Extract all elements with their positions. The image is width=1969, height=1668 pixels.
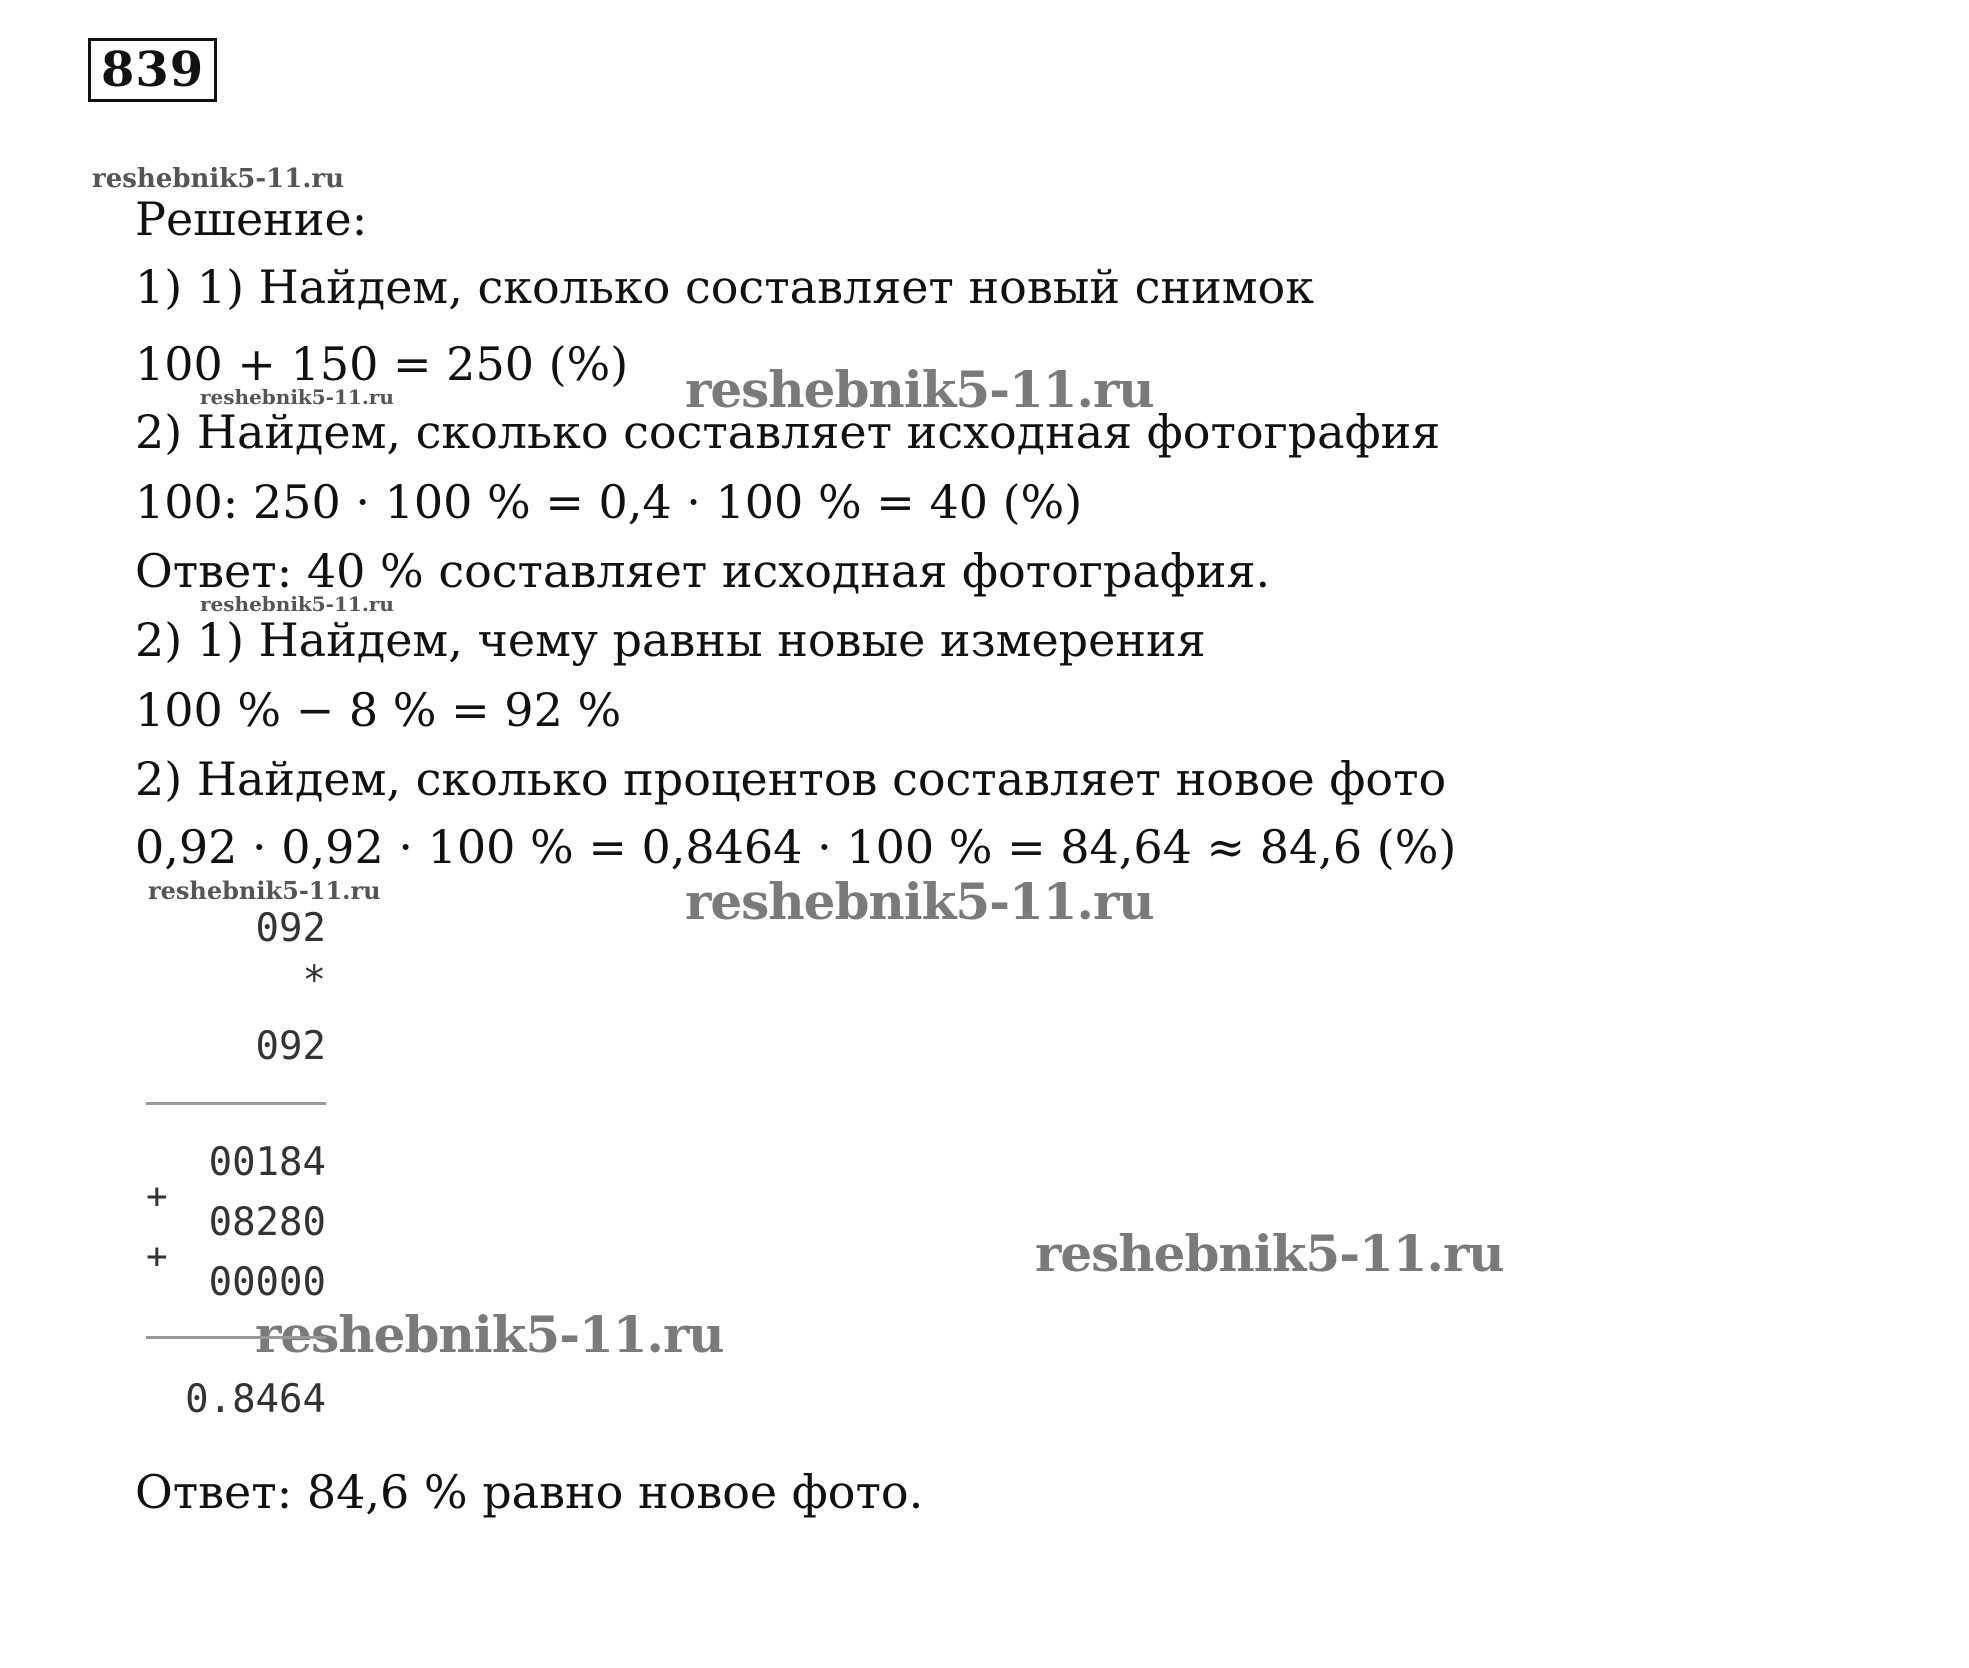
watermark: reshebnik5-11.ru: [148, 876, 381, 905]
plus-sign: +: [146, 1236, 168, 1277]
solution-heading: Решение:: [135, 192, 368, 246]
multiplication-rule: [146, 1102, 326, 1105]
multiplication-factor-1: 092: [255, 906, 326, 951]
problem-number: 839: [88, 38, 217, 102]
solution-line: 1) 1) Найдем, сколько составляет новый снимок: [135, 260, 1314, 314]
solution-line: 0,92 · 0,92 · 100 % = 0,8464 · 100 % = 84,64 ≈ 84,6 (%): [135, 820, 1457, 874]
watermark: reshebnik5-11.ru: [92, 164, 345, 194]
solution-line: Ответ: 40 % составляет исходная фотография.: [135, 544, 1271, 598]
multiplication-result: 0.8464: [185, 1377, 326, 1422]
multiplication-operator: *: [302, 958, 326, 1003]
solution-line: 2) Найдем, сколько процентов составляет новое фото: [135, 752, 1447, 806]
partial-product: 00184: [208, 1140, 326, 1185]
solution-line: 2) 1) Найдем, чему равны новые измерения: [135, 613, 1206, 667]
solution-line: 100: 250 · 100 % = 0,4 · 100 % = 40 (%): [135, 475, 1083, 529]
watermark: reshebnik5-11.ru: [255, 1305, 724, 1364]
solution-line: 2) Найдем, сколько составляет исходная фотография: [135, 405, 1441, 459]
watermark: reshebnik5-11.ru: [685, 360, 1154, 419]
multiplication-rule: [146, 1336, 326, 1339]
multiplication-factor-2: 092: [255, 1024, 326, 1069]
watermark: reshebnik5-11.ru: [1035, 1224, 1504, 1283]
partial-product: 08280: [208, 1200, 326, 1245]
watermark: reshebnik5-11.ru: [685, 872, 1154, 931]
plus-sign: +: [146, 1176, 168, 1217]
watermark: reshebnik5-11.ru: [200, 385, 394, 409]
solution-line: 100 % − 8 % = 92 %: [135, 683, 622, 737]
solution-line: 100 + 150 = 250 (%): [135, 337, 629, 391]
partial-product: 00000: [208, 1260, 326, 1305]
watermark: reshebnik5-11.ru: [200, 592, 394, 616]
final-answer: Ответ: 84,6 % равно новое фото.: [135, 1465, 924, 1519]
